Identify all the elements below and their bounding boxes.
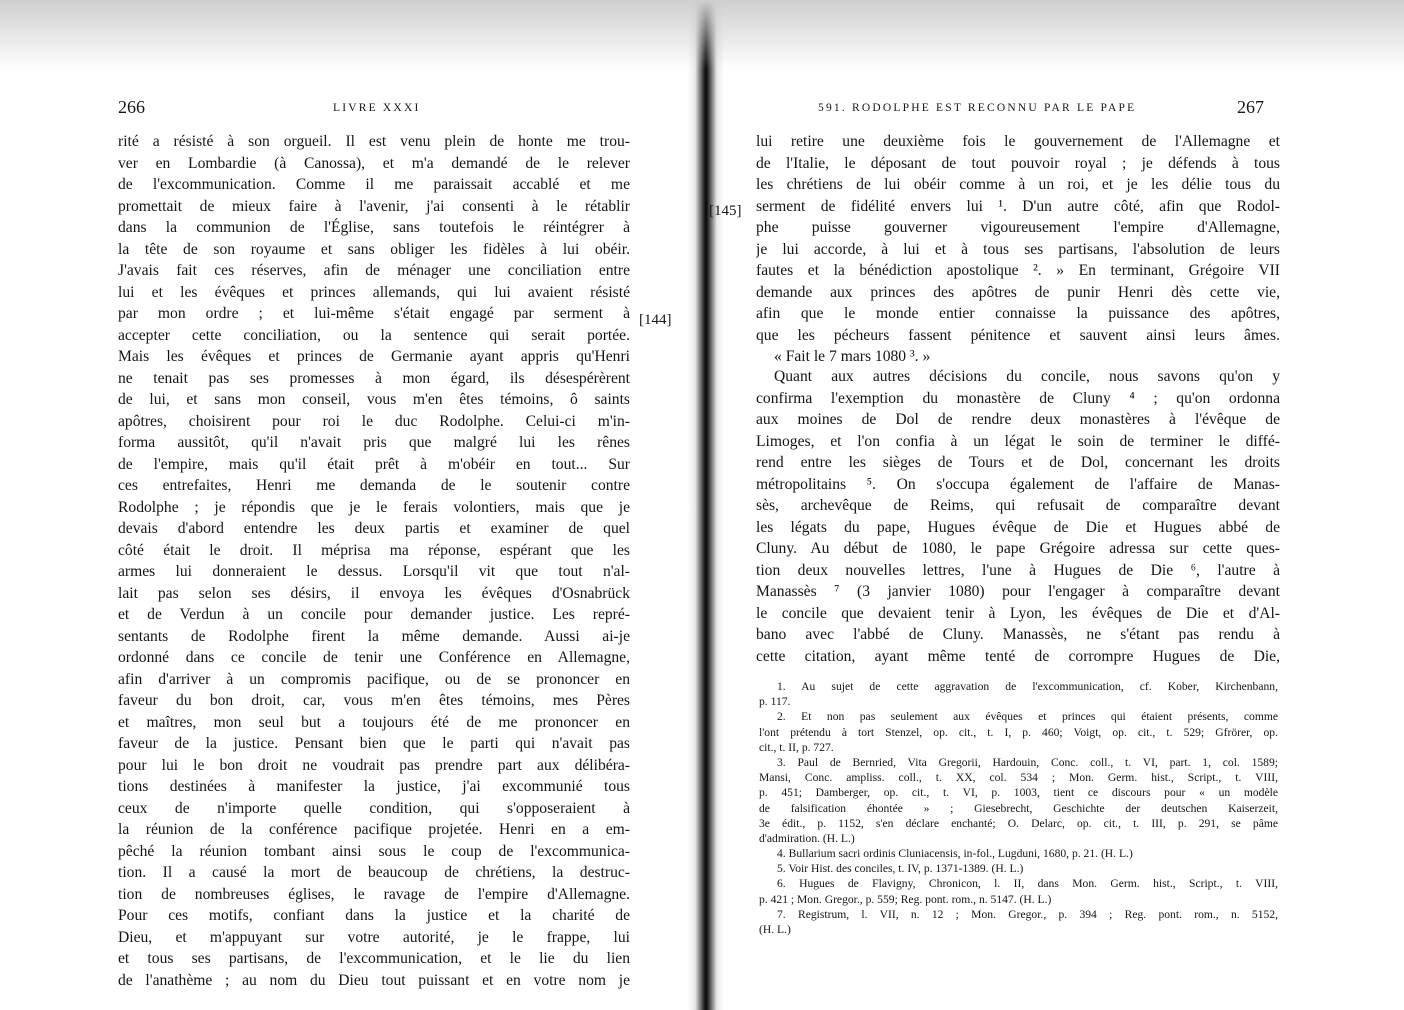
text-line: ne tenait pas ses promesses à mon égard, ils désespérèrent	[118, 369, 630, 387]
text-line: devais d'abord entendre les deux partis et examiner de quel	[118, 520, 630, 537]
footnote-line: p. 421 ; Mon. Gregor., p. 559; Reg. pont. rom., n. 5147. (H. L.)	[759, 892, 1052, 906]
footnote-line: p. 451; Damberger, op. cit., t. VI, p. 1003, tient ce discours pour « un modèle	[759, 786, 1278, 800]
text-line: ordonné dans ce concile de tenir une Conférence en Allemagne,	[118, 649, 630, 666]
footnote-line: 4. Bullarium sacri ordinis Cluniacensis, in-fol., Lugduni, 1680, p. 21. (H. L.)	[777, 847, 1133, 861]
text-line: promettait de mieux faire à l'avenir, j'ai consenti à le rétablir	[118, 197, 630, 215]
footnote-line: 3. Paul de Bernried, Vita Gregorii, Hardouin, Conc. coll., t. VI, part. 1, col. 1589;	[777, 755, 1278, 769]
text-line: la réunion de la conférence pacifique projetée. Henri en a em-	[118, 821, 630, 838]
text-line: afin que le monde entier connaisse la puissance des apôtres,	[756, 305, 1280, 322]
footnote-line: l'ont prétendu à tort Stenzel, op. cit., t. I, p. 460; Voigt, op. cit., t. 529; Gfrörer, op.	[759, 725, 1278, 739]
footnote-line: 2. Et non pas seulement aux évêques et princes qui étaient présents, comme	[777, 710, 1278, 724]
right-body-text-continued	[756, 366, 1280, 667]
text-line: tion deux nouvelles lettres, l'une à Hugues de Die ⁶, l'autre à	[756, 561, 1280, 579]
text-line: rend entre les sièges de Tours et de Dol, concernant les droits	[756, 454, 1280, 471]
text-line: apôtres, choisirent pour roi le duc Rodolphe. Celui-ci m'in-	[118, 412, 630, 430]
text-line: phe puisse gouverner vigoureusement l'empire d'Allemagne,	[756, 219, 1280, 236]
text-line: par mon ordre ; et lui-même s'était engagé par serment à	[118, 305, 630, 322]
text-line: bano avec l'abbé de Cluny. Manassès, ne s'étant pas rendu à	[756, 626, 1280, 643]
footnote-line: cit., t. II, p. 727.	[759, 740, 834, 754]
running-head-right: 591. RODOLPHE EST RECONNU PAR LE PAPE	[818, 102, 1137, 114]
text-line: demande aux princes des apôtres de punir Henri dès cette vie,	[756, 283, 1280, 301]
text-line: afin d'arriver à un compromis pacifique, ou de se prononcer en	[118, 670, 630, 688]
text-line: aux moines de Dol de rendre deux monastères à l'évêque de	[756, 411, 1280, 428]
page-number-left: 266	[118, 97, 145, 117]
footnote-line: p. 117.	[759, 695, 791, 709]
footnote-line: 5. Voir Hist. des conciles, t. IV, p. 1371-1389. (H. L.)	[777, 862, 1024, 876]
left-body-text	[118, 131, 630, 991]
text-line: J'avais fait ces réserves, afin de ménager une conciliation entre	[118, 262, 630, 279]
text-line: ver en Lombardie (à Canossa), et m'a demandé de le relever	[118, 154, 630, 172]
right-page	[712, 0, 1404, 1010]
text-line: métropolitains ⁵. On s'occupa également de l'affaire de Manas-	[756, 475, 1280, 493]
text-line: accepter cette conciliation, ou la sentence qui serait portée.	[118, 326, 630, 344]
text-line: faveur de la justice. Pensant bien que le parti qui n'avait pas	[118, 735, 630, 752]
text-line: « Fait le 7 mars 1080 ³. »	[774, 348, 931, 365]
right-body-text	[756, 131, 1280, 368]
footnote-line: 3e édit., p. 1152, s'en déclare enchanté; O. Delarc, op. cit., t. III, p. 291, se pâme	[759, 816, 1278, 830]
text-line: serment de fidélité envers lui ¹. D'un autre côté, afin que Rodol-	[756, 197, 1280, 215]
text-line: fautes et la bénédiction apostolique ². » En terminant, Grégoire VII	[756, 262, 1280, 279]
text-line: et de Verdun à un concile pour demander justice. Les repré-	[118, 606, 630, 623]
text-line: de l'anathème ; au nom du Dieu tout puissant et en votre nom je	[118, 971, 630, 989]
page-number-right: 267	[1237, 97, 1264, 117]
footnote-line: Mansi, Conc. ampliss. coll., t. XX, col. 534 ; Mon. Germ. hist., Script., t. VIII,	[759, 771, 1278, 785]
text-line: que les pécheurs fassent pénitence et sauvent ainsi leurs âmes.	[756, 326, 1280, 344]
text-line: Mais les évêques et princes de Germanie ayant appris qu'Henri	[118, 348, 630, 365]
text-line: tion. Il a causé la mort de beaucoup de chrétiens, la destruc-	[118, 864, 630, 881]
text-line: cette citation, ayant même tenté de corrompre Hugues de Die,	[756, 647, 1280, 665]
footnote-line: de falsification éhontée » ; Giesebrecht, Geschichte der deutschen Kaiserzeit,	[759, 801, 1278, 815]
text-line: rité a résisté à son orgueil. Il est venu plein de honte me trou-	[118, 133, 630, 150]
text-line: faveur du bon droit, car, vous m'en êtes témoins, mes Pères	[118, 692, 630, 709]
text-line: ces entrefaites, Henri me demanda de le soutenir contre	[118, 477, 630, 494]
text-line: lui et les évêques et princes allemands, qui lui avaient résisté	[118, 283, 630, 301]
footnote-line: 1. Au sujet de cette aggravation de l'excommunication, cf. Kober, Kirchenbann,	[777, 680, 1278, 693]
text-line: Manassès ⁷ (3 janvier 1080) pour l'engager à comparaître devant	[756, 583, 1280, 600]
text-line: tion de nombreuses églises, le ravage de l'empire d'Allemagne.	[118, 885, 630, 903]
text-line: le concile que devaient tenir à Lyon, les évêques de Die et d'Al-	[756, 604, 1280, 622]
text-line: confirma l'exemption du monastère de Cluny ⁴ ; qu'on ordonna	[756, 389, 1280, 407]
text-line: sès, archevêque de Reims, qui refusait de comparaître devant	[756, 497, 1280, 514]
text-line: de lui, et sans mon conseil, vous m'en êtes témoins, ô saints	[118, 391, 630, 408]
text-line: pour lui le bon droit ne voudrait pas prendre part aux délibéra-	[118, 756, 630, 774]
text-line: je lui accorde, à lui et à tous ses partisans, l'absolution de leurs	[756, 240, 1280, 258]
book-gutter	[688, 0, 724, 1010]
text-line: Pour ces motifs, confiant dans la justice et la charité de	[118, 907, 630, 924]
margin-page-mark-144: [144]	[639, 312, 672, 328]
text-line: lui retire une deuxième fois le gouvernement de l'Allemagne et	[756, 133, 1280, 150]
text-line: tions destinées à manifester la justice, j'ai excommunié tous	[118, 778, 630, 795]
text-line: Cluny. Au début de 1080, le pape Grégoire adressa sur cette ques-	[756, 540, 1280, 557]
text-line: forma aussitôt, qu'il n'avait pris que malgré lui les rênes	[118, 434, 630, 451]
text-line: la tête de son royaume et sans obliger les fidèles à lui obéir.	[118, 240, 630, 258]
text-line: Quant aux autres décisions du concile, nous savons qu'on y	[774, 368, 1280, 385]
footnotes	[759, 679, 1278, 937]
text-line: et maîtres, mon seul but a toujours été de me prononcer en	[118, 713, 630, 731]
footnote-line: 7. Registrum, l. VII, n. 12 ; Mon. Gregor., p. 394 ; Reg. pont. rom., n. 5152,	[777, 907, 1278, 921]
text-line: et tous ses partisans, de l'excommunication, et le lie du lien	[118, 950, 630, 967]
margin-page-mark-145: [145]	[709, 203, 742, 219]
footnote-line: d'admiration. (H. L.)	[759, 831, 855, 845]
text-line: pêché la réunion tombant ainsi sous le coup de l'excommunica-	[118, 842, 630, 860]
text-line: sentants de Rodolphe firent la même demande. Aussi ai-je	[118, 627, 630, 645]
text-line: armes lui donneraient le dessus. Lorsqu'il vit que tout n'al-	[118, 563, 630, 580]
text-line: dans la communion de l'Église, sans toutefois le réintégrer à	[118, 219, 630, 236]
text-line: Dieu, et m'appuyant sur votre autorité, je le frappe, lui	[118, 928, 630, 946]
text-line: de l'empire, mais qu'il était prêt à m'obéir en tout... Sur	[118, 455, 630, 473]
text-line: lait pas selon ses désirs, il envoya les évêques d'Osnabrück	[118, 584, 630, 602]
footnote-line: (H. L.)	[759, 923, 791, 936]
text-line: Rodolphe ; je répondis que je le ferais volontiers, mais que je	[118, 498, 630, 516]
running-head-left: LIVRE XXXI	[333, 102, 421, 114]
text-line: les légats du pape, Hugues évêque de Die et Hugues abbé de	[756, 518, 1280, 536]
text-line: de l'Italie, le déposant de tout pouvoir royal ; je défends à tous	[756, 154, 1280, 172]
text-line: les chrétiens de lui obéir comme à un roi, et je les délie tous du	[756, 176, 1280, 193]
left-page	[0, 0, 700, 1010]
text-line: ceux de n'importe quelle condition, qui s'opposeraient à	[118, 799, 630, 817]
text-line: de l'excommunication. Comme il me paraissait accablé et me	[118, 176, 630, 193]
footnote-line: 6. Hugues de Flavigny, Chronicon, l. II, dans Mon. Germ. hist., Script., t. VIII,	[777, 877, 1278, 891]
text-line: côté était le droit. Il méprisa ma réponse, espérant que les	[118, 541, 630, 559]
text-line: Limoges, et l'on confia à un légat le soin de terminer le diffé-	[756, 432, 1280, 450]
